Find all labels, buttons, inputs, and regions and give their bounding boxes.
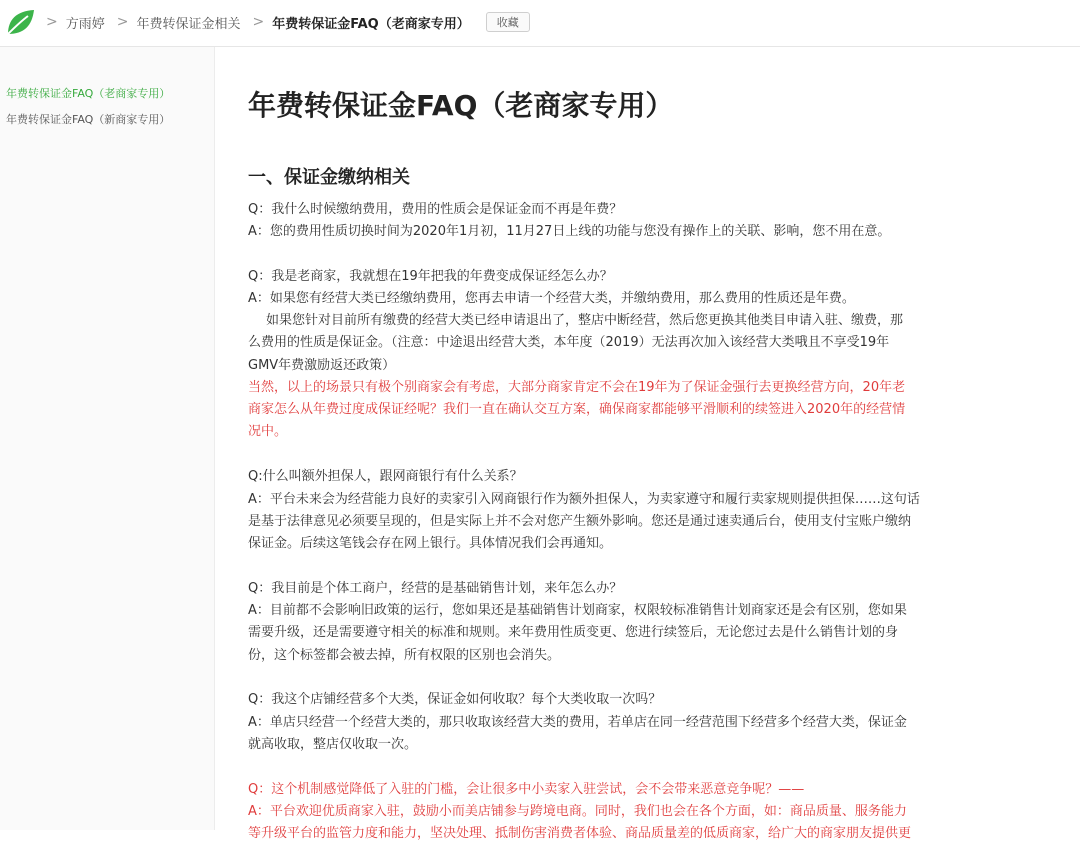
faq-highlight-line: 等升级平台的监管力度和能力，坚决处理、抵制伤害消费者体验、商品质量差的低质商家，给广大的商家朋友提供更 — [248, 826, 912, 841]
favorite-button[interactable]: 收藏 — [486, 12, 530, 32]
faq-line: 如果您针对目前所有缴费的经营大类已经申请退出了，整店中断经营，然后您更换其他类目申请入驻、缴费，那 — [266, 313, 904, 328]
chevron-right-icon: > — [116, 14, 129, 30]
page-title: 年费转保证金FAQ（老商家专用） — [248, 89, 674, 122]
sidebar-item-old-merchant-faq[interactable]: 年费转保证金FAQ（老商家专用） — [6, 87, 171, 100]
faq-highlight-line: 商家怎么从年费过度成保证经呢？我们一直在确认交互方案，确保商家都能够平滑顺利的续签进入2020年的经营情 — [248, 402, 906, 417]
faq-line: A：如果您有经营大类已经缴纳费用，您再去申请一个经营大类，并缴纳费用，那么费用的性质还是年费。 — [248, 291, 855, 306]
faq-line: A：目前都不会影响旧政策的运行，您如果还是基础销售计划商家，权限较标准销售计划商家还是会有区别，您如果 — [248, 603, 907, 618]
faq-line: A：您的费用性质切换时间为2020年1月初，11月27日上线的功能与您没有操作上的关联、影响，您不用在意。 — [248, 224, 891, 239]
faq-line: 是基于法律意见必须要呈现的，但是实际上并不会对您产生额外影响。您还是通过速卖通后台，使用支付宝账户缴纳 — [248, 514, 912, 529]
breadcrumb — [44, 12, 530, 32]
faq-line: 就高收取，整店仅收取一次。 — [248, 737, 418, 752]
faq-line: A：平台未来会为经营能力良好的卖家引入网商银行作为额外担保人，为卖家遵守和履行卖家规则提供担保……这句话 — [248, 492, 920, 507]
sidebar — [0, 47, 215, 830]
sidebar-item-new-merchant-faq[interactable]: 年费转保证金FAQ（新商家专用） — [6, 113, 171, 126]
faq-line: Q：我什么时候缴纳费用，费用的性质会是保证金而不再是年费？ — [248, 202, 623, 217]
faq-line: Q：我这个店铺经营多个大类，保证金如何收取？每个大类收取一次吗？ — [248, 692, 662, 707]
faq-highlight-line: 况中。 — [248, 424, 288, 439]
leaf-logo-icon[interactable] — [4, 6, 36, 38]
section-title: 一、保证金缴纳相关 — [248, 167, 410, 188]
faq-line: 么费用的性质是保证金。（注意：中途退出经营大类，本年度（2019）无法再次加入该经营大类哦且不享受19年 — [248, 335, 890, 350]
faq-line: 需要升级，还是需要遵守相关的标准和规则。来年费用性质变更、您进行续签后，无论您过去是什么销售计划的身 — [248, 625, 899, 640]
faq-line: A：单店只经营一个经营大类的，那只收取该经营大类的费用，若单店在同一经营范围下经营多个经营大类，保证金 — [248, 715, 907, 730]
faq-highlight-line: A：平台欢迎优质商家入驻，鼓励小而美店铺参与跨境电商。同时，我们也会在各个方面，如：商品质量、服务能力 — [248, 804, 907, 819]
chevron-right-icon: > — [252, 14, 265, 30]
faq-line: Q：我目前是个体工商户，经营的是基础销售计划，来年怎么办？ — [248, 581, 623, 596]
faq-line: Q:什么叫额外担保人，跟网商银行有什么关系？ — [248, 469, 523, 484]
faq-line: GMV年费激励返还政策） — [248, 358, 396, 373]
breadcrumb-item-current: 年费转保证金FAQ（老商家专用） — [272, 16, 470, 32]
faq-line: Q：我是老商家，我就想在19年把我的年费变成保证经怎么办？ — [248, 269, 613, 284]
faq-line: 保证金。后续这笔钱会存在网上银行。具体情况我们会再通知。 — [248, 536, 613, 551]
breadcrumb-item-category[interactable]: 年费转保证金相关 — [136, 16, 241, 32]
chevron-right-icon: > — [46, 14, 58, 30]
top-bar — [0, 0, 1080, 47]
breadcrumb-item-user[interactable]: 方雨婷 — [65, 16, 105, 32]
faq-line: 份，这个标签都会被去掉，所有权限的区别也会消失。 — [248, 648, 561, 663]
faq-highlight-line: 当然，以上的场景只有极个别商家会有考虑，大部分商家肯定不会在19年为了保证金强行去更换经营方向，20年老 — [248, 380, 906, 395]
faq-highlight-line: Q：这个机制感觉降低了入驻的门槛，会让很多中小卖家入驻尝试，会不会带来恶意竞争呢？—— — [248, 782, 805, 797]
